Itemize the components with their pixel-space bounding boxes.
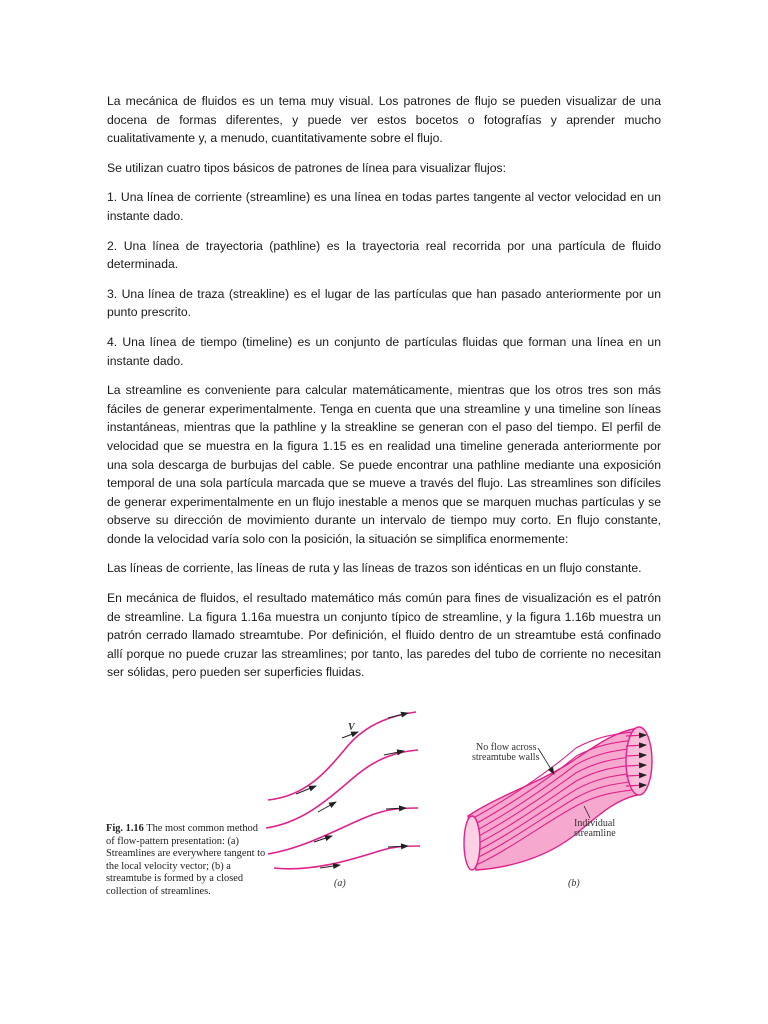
panel-b-label: (b) [568, 878, 580, 889]
paragraph-timeline-def: 4. Una línea de tiempo (timeline) es un conjunto de partículas fluidas que forman una línea en un instante dado. [107, 334, 661, 368]
paragraph-steady-flow: Las líneas de corriente, las líneas de ruta y las líneas de trazos son idénticas en un flujo constante. [107, 561, 642, 576]
paragraph-intro: La mecánica de fluidos es un tema muy visual. Los patrones de flujo se pueden visualizar de una docena de formas diferentes, y puede ver estos bocetos o fotografías y aprender mucho cualitativamente y, a menudo, cuantitativamente sobre el flujo. [107, 94, 661, 146]
paragraph-streakline-def: 3. Una línea de traza (streakline) es el lugar de las partículas que han pasado anteriormente por un punto prescrito. [107, 286, 661, 320]
body-text [107, 92, 661, 693]
paragraph-streamline-def: 1. Una línea de corriente (streamline) es una línea en todas partes tangente al vector velocidad en un instante dado. [107, 190, 661, 223]
panel-b-streamtube [464, 727, 652, 889]
paragraph-comparison: La streamline es conveniente para calcular matemáticamente, mientras que los otros tres son más fáciles de generar experimentalmente. Tenga en cuenta que una streamline y una timeline son líneas instantáneas, mientras que la pathline y la streakline se generan con el paso del tiempo. El perfil de velocidad que se muestra en la figura 1.15 es en realidad una timeline generada anteriormente por una sola descarga de burbujas del cable. Se puede encontrar una pathline mediante una exposición temporal de una sola partícula marcada que se mueve a través del flujo. Las streamlines son difíciles de generar experimentalmente en un flujo inestable a menos que se marquen muchas partículas y se observe su dirección de movimiento durante un intervalo de tiempo muy corto. En flujo constante, donde la velocidad varía solo con la posición, la situación se simplifica enormemente: [107, 383, 661, 546]
velocity-label: V [348, 722, 355, 733]
streamline-2 [266, 750, 418, 828]
no-flow-pointer [538, 748, 554, 774]
no-flow-label: No flow across [476, 742, 537, 753]
figure-number: Fig. 1.16 [106, 823, 144, 834]
paragraph-types-intro: Se utilizan cuatro tipos básicos de patrones de línea para visualizar flujos: [107, 160, 507, 175]
tangent-arrow [388, 713, 408, 718]
tube-inlet [464, 816, 480, 870]
no-flow-label-2: streamtube walls [472, 752, 540, 763]
streamline-4 [274, 846, 420, 869]
figure-1-16 [106, 708, 662, 898]
figure-drawing [106, 708, 662, 898]
panel-a-label: (a) [334, 878, 346, 889]
paragraph-pathline-def: 2. Una línea de trayectoria (pathline) es la trayectoria real recorrida por una partícula de fluido determinada. [107, 238, 661, 272]
panel-a-streamlines [266, 712, 420, 889]
paragraph-streamtube: En mecánica de fluidos, el resultado matemático más común para fines de visualización es el patrón de streamline. La figura 1.16a muestra un conjunto típico de streamline, y la figura 1.16b muestra un patrón cerrado llamado streamtube. Por definición, el fluido dentro de un streamtube está confinado allí porque no puede cruzar las streamlines; por tanto, las paredes del tubo de corriente no necesitan ser sólidas, pero pueden ser superficies fluidas. [107, 591, 661, 680]
figure-caption-text: The most common method of flow-pattern presentation: (a) Streamlines are everywhere tangent to the local velocity vector; (b) a streamtube is formed by a closed collection of streamlines. [106, 823, 266, 897]
individual-label-2: streamline [574, 828, 616, 839]
individual-label: Individual [574, 818, 616, 829]
